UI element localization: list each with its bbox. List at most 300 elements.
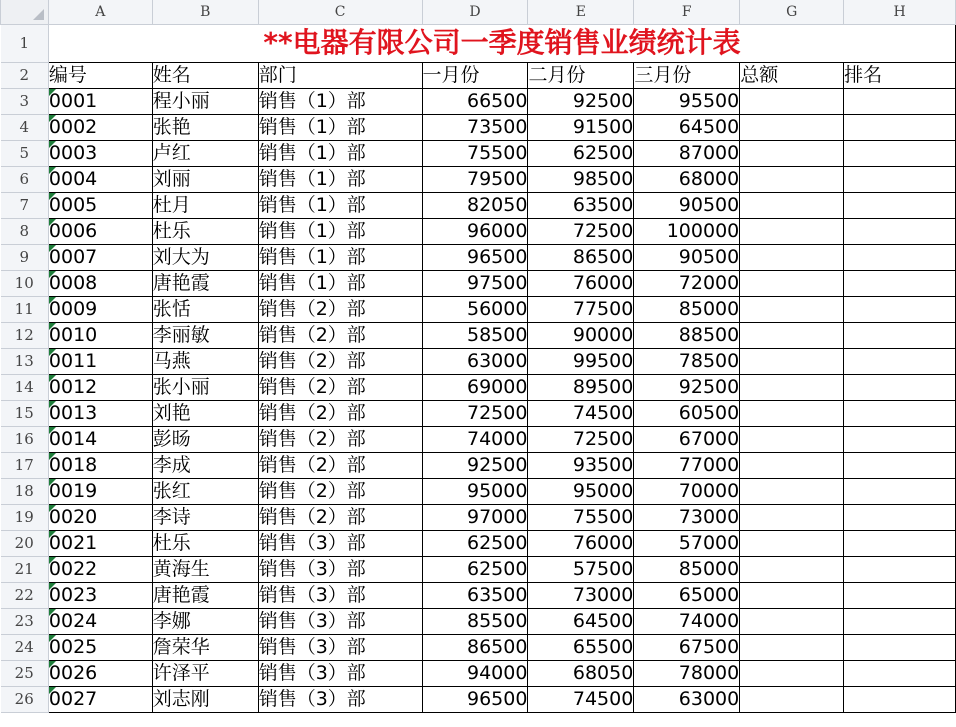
cell-mar[interactable]: [634, 296, 740, 322]
number-as-text-indicator-icon: [49, 505, 56, 512]
header-cell-mar[interactable]: 三月份: [634, 62, 740, 88]
cell-feb[interactable]: [528, 374, 634, 400]
cell-jan[interactable]: [422, 478, 528, 504]
cell-rank[interactable]: [844, 218, 956, 244]
cell-id[interactable]: [48, 374, 152, 400]
cell-name[interactable]: [152, 556, 258, 582]
cell-id[interactable]: [48, 322, 152, 348]
number-as-text-indicator-icon: [49, 219, 56, 226]
cell-id[interactable]: [48, 140, 152, 166]
cell-feb[interactable]: [528, 530, 634, 556]
cell-id-value: 0004: [48, 168, 98, 190]
cell-feb[interactable]: [528, 426, 634, 452]
cell-name[interactable]: [152, 686, 258, 712]
cell-dept-value: 销售（1）部: [258, 142, 366, 164]
cell-rank[interactable]: [844, 244, 956, 270]
cell-id[interactable]: [48, 426, 152, 452]
cell-id[interactable]: [48, 478, 152, 504]
cell-mar-value: 90500: [678, 246, 740, 268]
cell-rank[interactable]: [844, 270, 956, 296]
cell-dept[interactable]: [258, 634, 422, 660]
cell-feb[interactable]: [528, 296, 634, 322]
cell-jan[interactable]: [422, 270, 528, 296]
cell-rank[interactable]: [844, 608, 956, 634]
cell-dept[interactable]: [258, 270, 422, 296]
number-as-text-indicator-icon: [49, 401, 56, 408]
cell-feb[interactable]: [528, 478, 634, 504]
cell-feb-value: 77500: [572, 298, 634, 320]
cell-name[interactable]: [152, 88, 258, 114]
cell-id[interactable]: [48, 244, 152, 270]
cell-name[interactable]: [152, 166, 258, 192]
cell-feb-value: 65500: [572, 636, 634, 658]
cell-jan[interactable]: [422, 114, 528, 140]
cell-jan[interactable]: [422, 686, 528, 712]
cell-name[interactable]: [152, 660, 258, 686]
cell-total[interactable]: [740, 140, 844, 166]
cell-rank[interactable]: [844, 140, 956, 166]
cell-feb-value: 62500: [572, 142, 634, 164]
cell-jan[interactable]: [422, 348, 528, 374]
cell-rank[interactable]: [844, 478, 956, 504]
cell-id[interactable]: [48, 348, 152, 374]
cell-id[interactable]: [48, 660, 152, 686]
cell-feb[interactable]: [528, 322, 634, 348]
cell-jan[interactable]: [422, 608, 528, 634]
cell-id[interactable]: [48, 530, 152, 556]
cell-feb-value: 92500: [572, 90, 634, 112]
cell-total[interactable]: [740, 634, 844, 660]
select-all-icon: [33, 9, 44, 20]
cell-total[interactable]: [740, 218, 844, 244]
cell-feb[interactable]: [528, 114, 634, 140]
row-header[interactable]: 18: [1, 478, 49, 504]
cell-feb[interactable]: [528, 348, 634, 374]
cell-dept[interactable]: [258, 426, 422, 452]
cell-jan-value: 86500: [466, 636, 528, 658]
cell-mar[interactable]: [634, 218, 740, 244]
cell-total[interactable]: [740, 348, 844, 374]
cell-id[interactable]: [48, 582, 152, 608]
cell-jan[interactable]: [422, 166, 528, 192]
cell-jan[interactable]: [422, 244, 528, 270]
cell-id-value: 0007: [48, 246, 98, 268]
cell-jan-value: 96500: [466, 246, 528, 268]
cell-dept[interactable]: [258, 608, 422, 634]
cell-rank[interactable]: [844, 88, 956, 114]
cell-feb[interactable]: [528, 452, 634, 478]
cell-name-value: 刘大为: [152, 246, 210, 268]
cell-dept[interactable]: [258, 348, 422, 374]
cell-mar[interactable]: [634, 114, 740, 140]
cell-name[interactable]: [152, 504, 258, 530]
cell-jan[interactable]: [422, 426, 528, 452]
cell-name[interactable]: [152, 270, 258, 296]
cell-feb[interactable]: [528, 400, 634, 426]
cell-dept-value: 销售（3）部: [258, 532, 366, 554]
cell-jan[interactable]: [422, 660, 528, 686]
row-header[interactable]: 5: [1, 140, 49, 166]
cell-dept[interactable]: [258, 218, 422, 244]
cell-jan[interactable]: [422, 88, 528, 114]
header-cell-dept[interactable]: 部门: [258, 62, 422, 88]
cell-dept[interactable]: [258, 140, 422, 166]
cell-mar[interactable]: [634, 634, 740, 660]
number-as-text-indicator-icon: [49, 531, 56, 538]
cell-id[interactable]: [48, 218, 152, 244]
cell-mar[interactable]: [634, 88, 740, 114]
header-cell-total[interactable]: 总额: [740, 62, 844, 88]
table-row: [1, 244, 956, 270]
cell-mar[interactable]: [634, 140, 740, 166]
row-header[interactable]: 24: [1, 634, 49, 660]
row-header[interactable]: 9: [1, 244, 49, 270]
cell-name[interactable]: [152, 348, 258, 374]
cell-total[interactable]: [740, 660, 844, 686]
cell-name[interactable]: [152, 452, 258, 478]
cell-mar[interactable]: [634, 478, 740, 504]
cell-total[interactable]: [740, 686, 844, 712]
cell-mar[interactable]: [634, 530, 740, 556]
cell-id[interactable]: [48, 192, 152, 218]
cell-dept[interactable]: [258, 296, 422, 322]
cell-feb[interactable]: [528, 140, 634, 166]
cell-id[interactable]: [48, 114, 152, 140]
cell-mar[interactable]: [634, 400, 740, 426]
cell-jan[interactable]: [422, 634, 528, 660]
cell-id[interactable]: [48, 88, 152, 114]
cell-feb[interactable]: [528, 634, 634, 660]
cell-dept[interactable]: [258, 660, 422, 686]
cell-rank[interactable]: [844, 114, 956, 140]
cell-rank[interactable]: [844, 686, 956, 712]
cell-total[interactable]: [740, 88, 844, 114]
header-cell-rank[interactable]: 排名: [844, 62, 956, 88]
cell-mar-value: 92500: [678, 376, 740, 398]
cell-dept[interactable]: [258, 530, 422, 556]
cell-total[interactable]: [740, 504, 844, 530]
column-header-c[interactable]: C: [258, 0, 422, 24]
cell-dept[interactable]: [258, 452, 422, 478]
cell-total[interactable]: [740, 270, 844, 296]
cell-rank[interactable]: [844, 166, 956, 192]
cell-name-value: 刘艳: [152, 402, 191, 424]
cell-jan-value: 73500: [466, 116, 528, 138]
column-header-b[interactable]: B: [152, 0, 258, 24]
cell-name[interactable]: [152, 192, 258, 218]
cell-total[interactable]: [740, 582, 844, 608]
cell-mar[interactable]: [634, 608, 740, 634]
cell-feb[interactable]: [528, 88, 634, 114]
row-header[interactable]: 16: [1, 426, 49, 452]
cell-feb[interactable]: [528, 686, 634, 712]
cell-name[interactable]: [152, 322, 258, 348]
column-header-d[interactable]: D: [422, 0, 528, 24]
cell-jan[interactable]: [422, 192, 528, 218]
cell-rank[interactable]: [844, 192, 956, 218]
table-row: [1, 140, 956, 166]
cell-jan[interactable]: [422, 504, 528, 530]
cell-dept[interactable]: [258, 686, 422, 712]
cell-mar[interactable]: [634, 686, 740, 712]
cell-feb[interactable]: [528, 270, 634, 296]
column-header-g[interactable]: G: [740, 0, 844, 24]
cell-dept[interactable]: [258, 88, 422, 114]
cell-feb[interactable]: [528, 244, 634, 270]
column-header-h[interactable]: H: [844, 0, 956, 24]
cell-name-value: 唐艳霞: [152, 272, 210, 294]
cell-total[interactable]: [740, 166, 844, 192]
cell-feb[interactable]: [528, 166, 634, 192]
table-row: [1, 114, 956, 140]
cell-dept[interactable]: [258, 504, 422, 530]
row-header[interactable]: 21: [1, 556, 49, 582]
cell-name[interactable]: [152, 426, 258, 452]
cell-dept-value: 销售（2）部: [258, 298, 366, 320]
table-row: [1, 686, 956, 712]
cell-dept-value: 销售（3）部: [258, 558, 366, 580]
cell-jan[interactable]: [422, 582, 528, 608]
cell-total[interactable]: [740, 400, 844, 426]
cell-name-value: 詹荣华: [152, 636, 210, 658]
cell-total[interactable]: [740, 296, 844, 322]
cell-feb[interactable]: [528, 218, 634, 244]
row-header[interactable]: 14: [1, 374, 49, 400]
cell-rank[interactable]: [844, 426, 956, 452]
cell-name[interactable]: [152, 114, 258, 140]
cell-mar-value: 70000: [678, 480, 740, 502]
cell-name-value: 卢红: [152, 142, 191, 164]
cell-rank[interactable]: [844, 452, 956, 478]
table-row: [1, 634, 956, 660]
cell-feb[interactable]: [528, 660, 634, 686]
cell-jan-value: 66500: [466, 90, 528, 112]
cell-dept[interactable]: [258, 478, 422, 504]
row-header[interactable]: 15: [1, 400, 49, 426]
cell-rank[interactable]: [844, 556, 956, 582]
cell-dept[interactable]: [258, 192, 422, 218]
cell-name[interactable]: [152, 400, 258, 426]
cell-feb[interactable]: [528, 504, 634, 530]
cell-rank[interactable]: [844, 504, 956, 530]
number-as-text-indicator-icon: [49, 115, 56, 122]
cell-rank[interactable]: [844, 660, 956, 686]
cell-name-value: 张恬: [152, 298, 191, 320]
cell-jan[interactable]: [422, 530, 528, 556]
header-cell-name[interactable]: 姓名: [152, 62, 258, 88]
cell-total[interactable]: [740, 478, 844, 504]
cell-id-value: 0026: [48, 662, 98, 684]
cell-jan[interactable]: [422, 218, 528, 244]
row-header[interactable]: 2: [1, 62, 49, 88]
cell-dept[interactable]: [258, 400, 422, 426]
cell-total[interactable]: [740, 530, 844, 556]
cell-feb-value: 57500: [572, 558, 634, 580]
cell-total[interactable]: [740, 452, 844, 478]
cell-feb[interactable]: [528, 608, 634, 634]
cell-mar[interactable]: [634, 270, 740, 296]
cell-id[interactable]: [48, 452, 152, 478]
cell-mar-value: 60500: [678, 402, 740, 424]
cell-mar[interactable]: [634, 452, 740, 478]
cell-jan[interactable]: [422, 556, 528, 582]
cell-feb-value: 72500: [572, 428, 634, 450]
cell-total[interactable]: [740, 426, 844, 452]
cell-mar[interactable]: [634, 556, 740, 582]
row-header[interactable]: 11: [1, 296, 49, 322]
cell-id[interactable]: [48, 166, 152, 192]
cell-total[interactable]: [740, 608, 844, 634]
cell-total[interactable]: [740, 556, 844, 582]
title-row: [1, 24, 956, 62]
cell-dept[interactable]: [258, 322, 422, 348]
cell-feb-value: 90000: [572, 324, 634, 346]
cell-total[interactable]: [740, 322, 844, 348]
cell-mar[interactable]: [634, 166, 740, 192]
cell-dept-value: 销售（1）部: [258, 116, 366, 138]
cell-mar[interactable]: [634, 244, 740, 270]
cell-dept-value: 销售（3）部: [258, 610, 366, 632]
cell-dept[interactable]: [258, 556, 422, 582]
row-header[interactable]: 6: [1, 166, 49, 192]
cell-id[interactable]: [48, 296, 152, 322]
row-header[interactable]: 19: [1, 504, 49, 530]
column-header-row: [1, 0, 956, 24]
cell-dept[interactable]: [258, 374, 422, 400]
cell-feb-value: 93500: [572, 454, 634, 476]
row-header[interactable]: 13: [1, 348, 49, 374]
cell-jan[interactable]: [422, 322, 528, 348]
cell-rank[interactable]: [844, 322, 956, 348]
cell-dept[interactable]: [258, 582, 422, 608]
cell-id[interactable]: [48, 608, 152, 634]
cell-name[interactable]: [152, 296, 258, 322]
column-header-a[interactable]: A: [48, 0, 152, 24]
row-header[interactable]: 3: [1, 88, 49, 114]
header-cell-jan[interactable]: 一月份: [422, 62, 528, 88]
row-header[interactable]: 25: [1, 660, 49, 686]
cell-id[interactable]: [48, 556, 152, 582]
cell-feb-value: 68050: [572, 662, 634, 684]
cell-total[interactable]: [740, 374, 844, 400]
cell-feb-value: 74500: [572, 688, 634, 710]
cell-mar-value: 90500: [678, 194, 740, 216]
cell-dept-value: 销售（2）部: [258, 506, 366, 528]
cell-jan[interactable]: [422, 374, 528, 400]
cell-mar[interactable]: [634, 374, 740, 400]
cell-mar[interactable]: [634, 504, 740, 530]
row-header[interactable]: 4: [1, 114, 49, 140]
cell-mar[interactable]: [634, 660, 740, 686]
cell-feb-value: 98500: [572, 168, 634, 190]
cell-name[interactable]: [152, 218, 258, 244]
cell-jan[interactable]: [422, 140, 528, 166]
table-row: [1, 400, 956, 426]
row-header[interactable]: 26: [1, 686, 49, 712]
cell-mar[interactable]: [634, 348, 740, 374]
cell-dept[interactable]: [258, 244, 422, 270]
cell-name-value: 刘丽: [152, 168, 191, 190]
cell-name-value: 刘志刚: [152, 688, 210, 710]
cell-jan-value: 56000: [466, 298, 528, 320]
cell-mar-value: 72000: [678, 272, 740, 294]
cell-id[interactable]: [48, 400, 152, 426]
number-as-text-indicator-icon: [49, 167, 56, 174]
cell-rank[interactable]: [844, 400, 956, 426]
row-header[interactable]: 23: [1, 608, 49, 634]
cell-jan[interactable]: [422, 452, 528, 478]
cell-jan[interactable]: [422, 400, 528, 426]
column-header-e[interactable]: E: [528, 0, 634, 24]
number-as-text-indicator-icon: [49, 349, 56, 356]
cell-mar[interactable]: [634, 322, 740, 348]
cell-jan[interactable]: [422, 296, 528, 322]
cell-id[interactable]: [48, 686, 152, 712]
cell-name-value: 唐艳霞: [152, 584, 210, 606]
row-header[interactable]: 8: [1, 218, 49, 244]
cell-name[interactable]: [152, 530, 258, 556]
cell-name[interactable]: [152, 582, 258, 608]
table-row: [1, 218, 956, 244]
cell-id-value: 0012: [48, 376, 98, 398]
cell-id[interactable]: [48, 270, 152, 296]
cell-name[interactable]: [152, 608, 258, 634]
cell-name[interactable]: [152, 478, 258, 504]
cell-mar[interactable]: [634, 582, 740, 608]
row-header[interactable]: 7: [1, 192, 49, 218]
row-header[interactable]: 10: [1, 270, 49, 296]
cell-feb[interactable]: [528, 556, 634, 582]
number-as-text-indicator-icon: [49, 297, 56, 304]
cell-id[interactable]: [48, 504, 152, 530]
header-cell-feb[interactable]: 二月份: [528, 62, 634, 88]
cell-rank[interactable]: [844, 634, 956, 660]
row-header[interactable]: 22: [1, 582, 49, 608]
header-cell-id[interactable]: 编号: [48, 62, 152, 88]
cell-feb-value: 75500: [572, 506, 634, 528]
cell-rank[interactable]: [844, 530, 956, 556]
row-header[interactable]: 12: [1, 322, 49, 348]
cell-id[interactable]: [48, 634, 152, 660]
cell-name[interactable]: [152, 374, 258, 400]
cell-total[interactable]: [740, 244, 844, 270]
cell-rank[interactable]: [844, 582, 956, 608]
select-all-corner[interactable]: [1, 0, 49, 24]
cell-rank[interactable]: [844, 374, 956, 400]
cell-feb[interactable]: [528, 582, 634, 608]
cell-id-value: 0001: [48, 90, 98, 112]
cell-total[interactable]: [740, 114, 844, 140]
row-header[interactable]: 1: [1, 24, 49, 62]
table-row: [1, 556, 956, 582]
cell-dept-value: 销售（3）部: [258, 636, 366, 658]
cell-dept[interactable]: [258, 114, 422, 140]
cell-rank[interactable]: [844, 348, 956, 374]
sheet-title-cell[interactable]: **电器有限公司一季度销售业绩统计表: [48, 24, 955, 62]
cell-mar[interactable]: [634, 192, 740, 218]
cell-name[interactable]: [152, 244, 258, 270]
row-header[interactable]: 17: [1, 452, 49, 478]
cell-name[interactable]: [152, 140, 258, 166]
cell-total[interactable]: [740, 192, 844, 218]
row-header[interactable]: 20: [1, 530, 49, 556]
cell-feb[interactable]: [528, 192, 634, 218]
cell-dept[interactable]: [258, 166, 422, 192]
column-header-f[interactable]: F: [634, 0, 740, 24]
cell-rank[interactable]: [844, 296, 956, 322]
cell-name[interactable]: [152, 634, 258, 660]
cell-mar[interactable]: [634, 426, 740, 452]
